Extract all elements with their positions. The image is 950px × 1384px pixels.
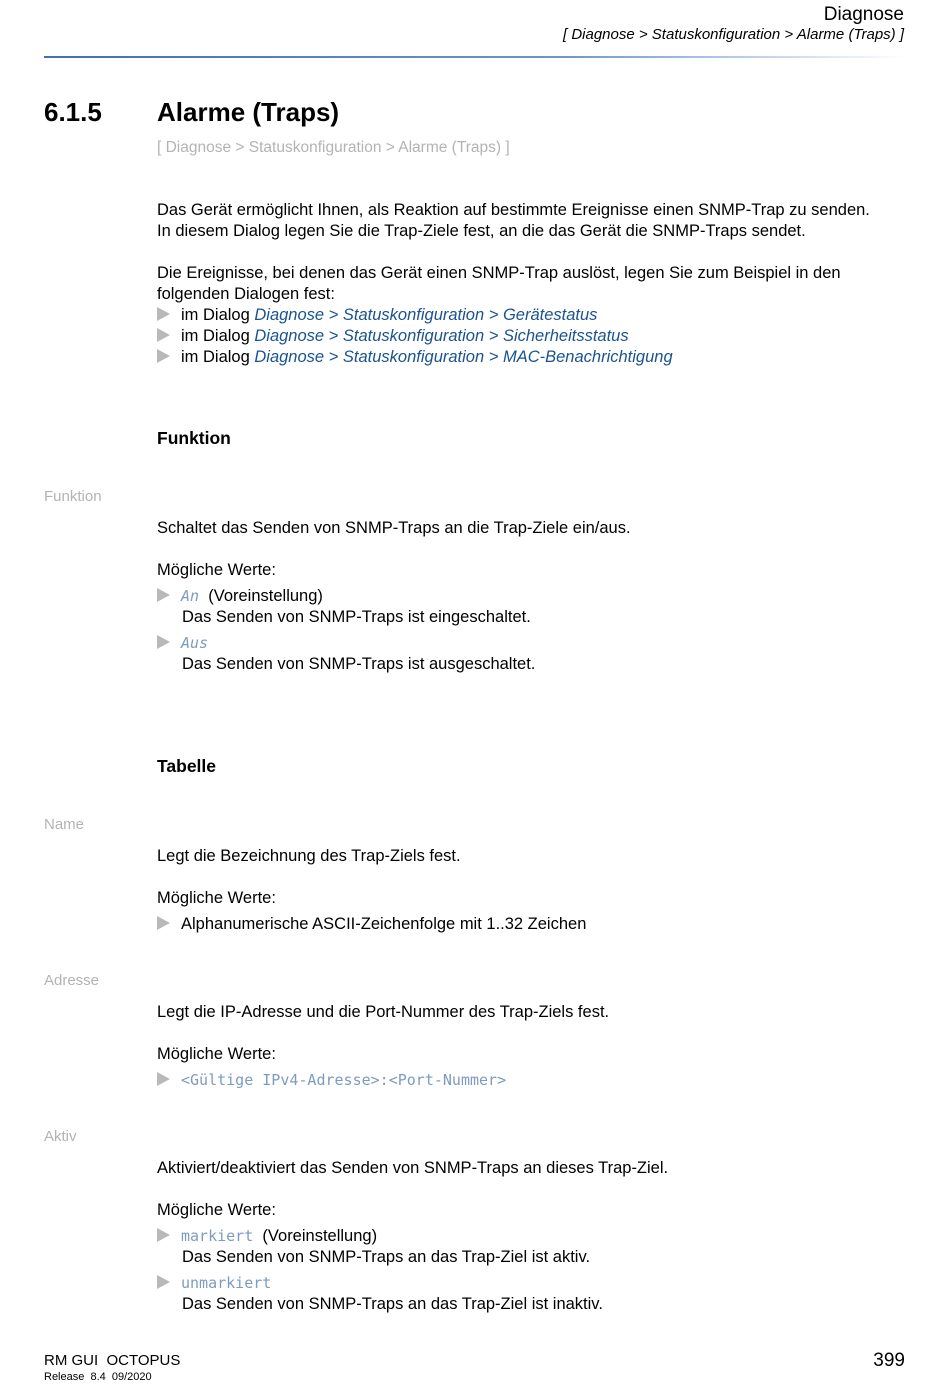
bullet-triangle-icon bbox=[157, 635, 170, 649]
bullet-triangle-icon bbox=[157, 328, 170, 342]
dialog-prefix: im Dialog bbox=[181, 348, 250, 366]
list-item bbox=[157, 1273, 271, 1294]
option-description: Das Senden von SNMP-Traps ist ausgeschaltet. bbox=[182, 655, 536, 673]
side-label-aktiv: Aktiv bbox=[44, 1128, 77, 1145]
list-item bbox=[157, 633, 208, 654]
bullet-triangle-icon bbox=[157, 916, 170, 930]
page-header-title: Diagnose bbox=[823, 4, 904, 25]
footer-document-name: RM GUI OCTOPUS bbox=[44, 1352, 181, 1369]
subsection-heading-funktion: Funktion bbox=[157, 428, 231, 448]
values-label: Mögliche Werte: bbox=[157, 561, 276, 579]
dialog-link-mac-benachrichtigung[interactable]: Diagnose > Statuskonfiguration > MAC-Benachrichtigung bbox=[254, 348, 673, 366]
page-number: 399 bbox=[873, 1350, 905, 1371]
funktion-description: Schaltet das Senden von SNMP-Traps an die Trap-Ziele ein/aus. bbox=[157, 519, 631, 537]
intro-paragraph-line: Das Gerät ermöglicht Ihnen, als Reaktion auf bestimmte Ereignisse einen SNMP-Trap zu senden. bbox=[157, 201, 870, 219]
page-header-breadcrumb: [ Diagnose > Statuskonfiguration > Alarme (Traps) ] bbox=[563, 26, 904, 43]
side-label-funktion: Funktion bbox=[44, 488, 102, 505]
bullet-triangle-icon bbox=[157, 1228, 170, 1242]
intro-paragraph-line: Die Ereignisse, bei denen das Gerät einen SNMP-Trap auslöst, legen Sie zum Beispiel in den bbox=[157, 264, 841, 282]
list-item bbox=[157, 305, 597, 326]
dialog-link-sicherheitsstatus[interactable]: Diagnose > Statuskonfiguration > Sicherheitsstatus bbox=[254, 327, 629, 345]
dialog-link-geraetestatus[interactable]: Diagnose > Statuskonfiguration > Gerätestatus bbox=[254, 306, 598, 324]
subsection-heading-tabelle: Tabelle bbox=[157, 756, 217, 776]
dialog-prefix: im Dialog bbox=[181, 327, 250, 345]
bullet-triangle-icon bbox=[157, 1072, 170, 1086]
adresse-description: Legt die IP-Adresse und die Port-Nummer des Trap-Ziels fest. bbox=[157, 1003, 610, 1021]
option-note: (Voreinstellung) bbox=[208, 587, 323, 605]
values-label: Mögliche Werte: bbox=[157, 1201, 276, 1219]
section-title: Alarme (Traps) bbox=[157, 97, 340, 127]
side-label-adresse: Adresse bbox=[44, 972, 100, 989]
list-item bbox=[157, 347, 673, 368]
list-item bbox=[157, 1226, 377, 1247]
header-divider bbox=[44, 56, 906, 58]
section-breadcrumb: [ Diagnose > Statuskonfiguration > Alarme (Traps) ] bbox=[157, 139, 510, 156]
section-number: 6.1.5 bbox=[44, 97, 102, 127]
option-value: unmarkiert bbox=[181, 1274, 272, 1292]
option-description: Das Senden von SNMP-Traps ist eingeschaltet. bbox=[182, 608, 531, 626]
dialog-prefix: im Dialog bbox=[181, 306, 250, 324]
option-value: Alphanumerische ASCII-Zeichenfolge mit 1..32 Zeichen bbox=[181, 915, 587, 933]
option-description: Das Senden von SNMP-Traps an das Trap-Ziel ist aktiv. bbox=[182, 1248, 591, 1266]
list-item bbox=[157, 586, 323, 607]
option-note: (Voreinstellung) bbox=[262, 1227, 378, 1245]
bullet-triangle-icon bbox=[157, 307, 170, 321]
name-description: Legt die Bezeichnung des Trap-Ziels fest. bbox=[157, 847, 461, 865]
list-item bbox=[157, 1070, 506, 1091]
option-value: markiert bbox=[181, 1227, 254, 1245]
intro-paragraph-line: In diesem Dialog legen Sie die Trap-Ziele fest, an die das Gerät die SNMP-Traps sendet. bbox=[157, 222, 806, 240]
footer-release: Release 8.4 09/2020 bbox=[44, 1371, 152, 1383]
values-label: Mögliche Werte: bbox=[157, 889, 276, 907]
option-value: An bbox=[181, 587, 200, 605]
side-label-name: Name bbox=[44, 816, 85, 833]
list-item bbox=[157, 326, 629, 347]
option-value: <Gültige IPv4-Adresse>:<Port-Nummer> bbox=[181, 1071, 507, 1089]
bullet-triangle-icon bbox=[157, 588, 170, 602]
aktiv-description: Aktiviert/deaktiviert das Senden von SNMP-Traps an dieses Trap-Ziel. bbox=[157, 1159, 669, 1177]
bullet-triangle-icon bbox=[157, 349, 170, 363]
values-label: Mögliche Werte: bbox=[157, 1045, 276, 1063]
option-description: Das Senden von SNMP-Traps an das Trap-Ziel ist inaktiv. bbox=[182, 1295, 603, 1313]
bullet-triangle-icon bbox=[157, 1275, 170, 1289]
intro-paragraph-line: folgenden Dialogen fest: bbox=[157, 285, 335, 303]
list-item bbox=[157, 914, 586, 935]
option-value: Aus bbox=[181, 634, 209, 652]
